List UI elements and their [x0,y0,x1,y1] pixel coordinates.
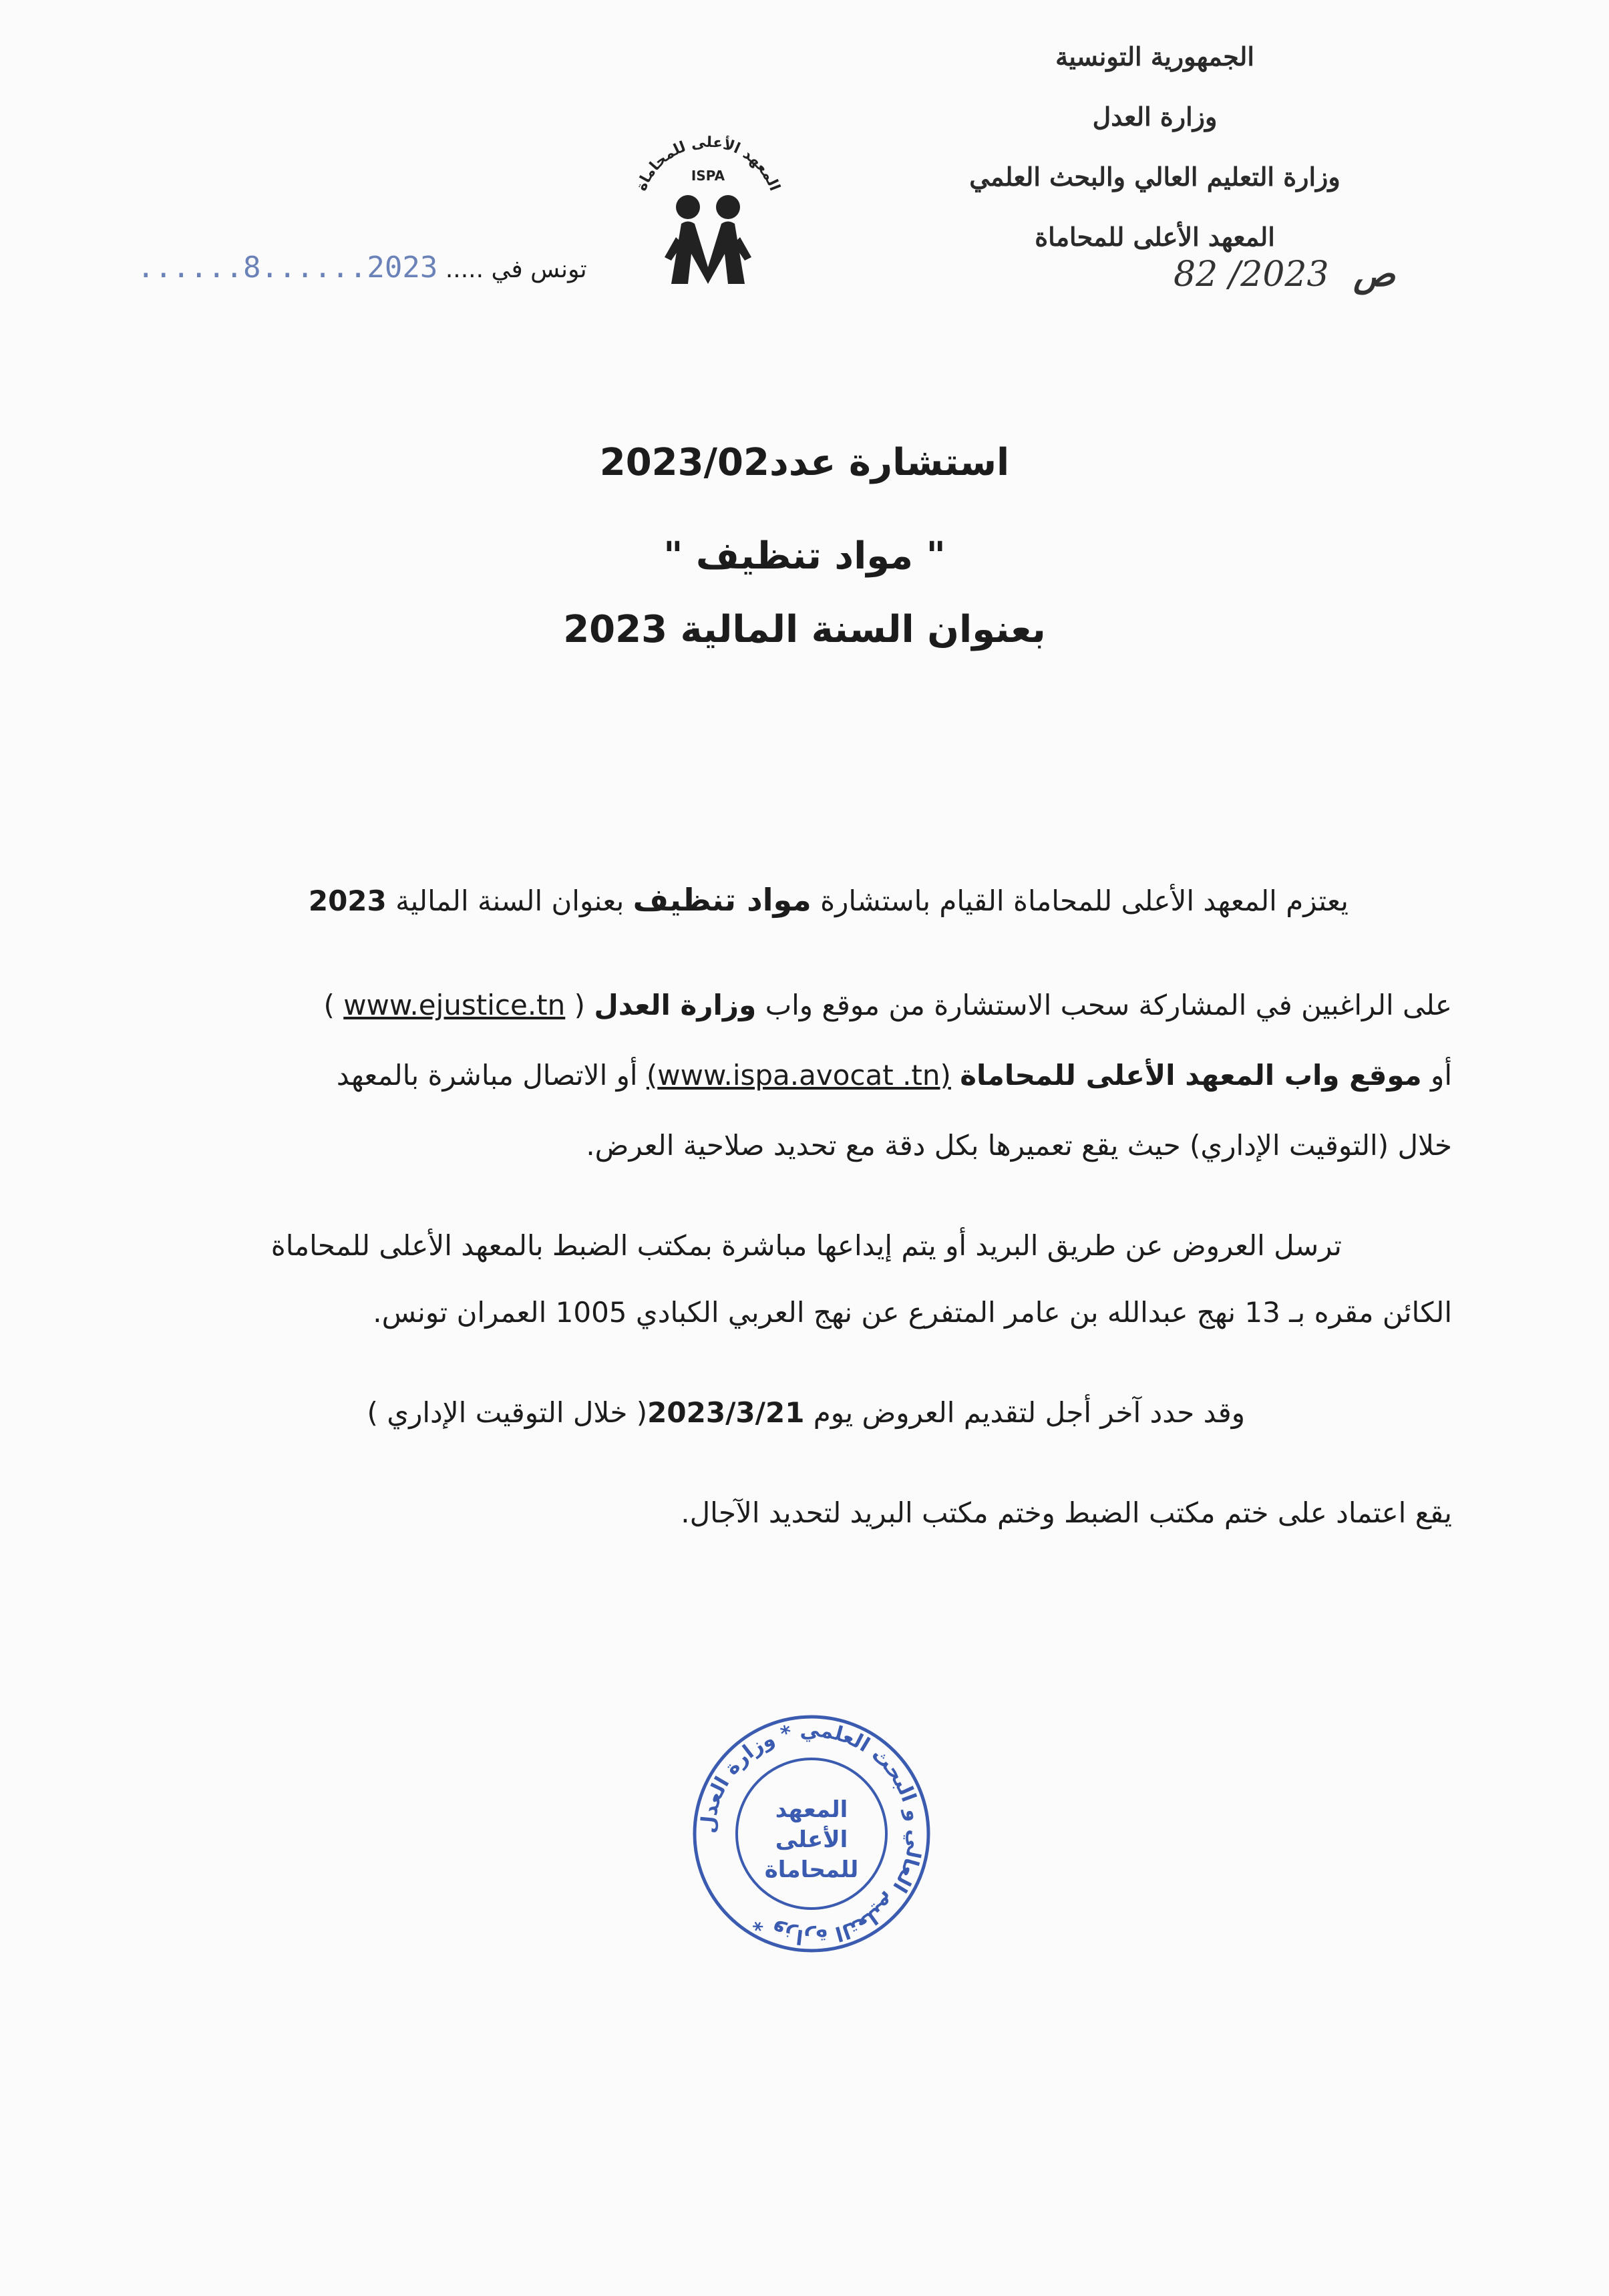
svg-text:المعهد الأعلى للمحاماة [633,134,783,193]
institute-site-emphasis: موقع واب المعهد الأعلى للمحاماة [960,1059,1422,1092]
date-line [137,251,587,285]
institute-line: المعهد الأعلى للمحاماة [1035,222,1275,252]
ministry-emphasis: وزارة العدل [594,989,757,1021]
ministry-education-line: وزارة التعليم العالي والبحث العلمي [969,162,1340,192]
consultation-year: بعنوان السنة المالية 2023 [563,608,1046,651]
ministry-justice-line: وزارة العدل [1092,102,1218,132]
ispa-logo-icon [601,114,815,307]
ispa-link[interactable]: (www.ispa.avocat .tn) [646,1059,951,1092]
paragraph-admin-hours: خلال (التوقيت الإداري) حيث يقع تعميرها بكل دقة مع تحديد صلاحية العرض. [586,1129,1452,1162]
stamp-seal-icon [688,1710,935,1957]
reference-value: 2023/ 82 [1174,255,1329,295]
stamp-outer-text: وزارة التعليم العالي و البحث العلمي * وزارة العدل * [696,1718,927,1949]
reference-number [1174,254,1395,295]
paragraph-intro: يعتزم المعهد الأعلى للمحاماة القيام باستشارة مواد تنظيف بعنوان السنة المالية 2023 [308,882,1349,918]
logo-abbr: ISPA [691,168,725,184]
subject-emphasis: مواد تنظيف [633,882,812,918]
stamp-inner-3: للمحاماة [764,1856,859,1883]
date-value: 2023......8...... [137,251,438,285]
paragraph-download: على الراغبين في المشاركة سحب الاستشارة من موقع واب وزارة العدل ( www.ejustice.tn ) [323,989,1452,1021]
letterhead [854,27,1455,267]
stamp-inner-1: المعهد [775,1796,848,1823]
paragraph-institute-site: أو موقع واب المعهد الأعلى للمحاماة (www.ispa.avocat .tn) أو الاتصال مباشرة بالمعهد [336,1059,1452,1092]
consultation-title: استشارة عدد2023/02 [599,441,1010,484]
logo-arc-text: المعهد الأعلى للمحاماة [633,134,783,194]
stamp-inner-2: الأعلى [775,1826,848,1853]
paragraph-submission: ترسل العروض عن طريق البريد أو يتم إيداعها مباشرة بمكتب الضبط بالمعهد الأعلى للمحاماة [271,1229,1342,1262]
ispa-logo [601,114,815,307]
paragraph-stamp-note: يقع اعتماد على ختم مكتب الضبط وختم مكتب البريد لتحديد الآجال. [681,1496,1452,1529]
deadline-date: 2023/3/21 [647,1396,805,1429]
ejustice-link[interactable]: www.ejustice.tn [343,989,566,1021]
date-label: تونس في ..... [445,256,587,283]
official-stamp [688,1710,935,1957]
paragraph-deadline: وقد حدد آخر أجل لتقديم العروض يوم 2023/3/21( خلال التوقيت الإداري ) [367,1396,1245,1429]
paragraph-address: الكائن مقره بـ 13 نهج عبدالله بن عامر المتفرع عن نهج العربي الكبادي 1005 العمران تونس. [373,1296,1452,1329]
reference-prefix: ص [1353,254,1395,295]
consultation-subject: " مواد تنظيف " [663,534,946,578]
republic-line: الجمهورية التونسية [1055,41,1254,71]
